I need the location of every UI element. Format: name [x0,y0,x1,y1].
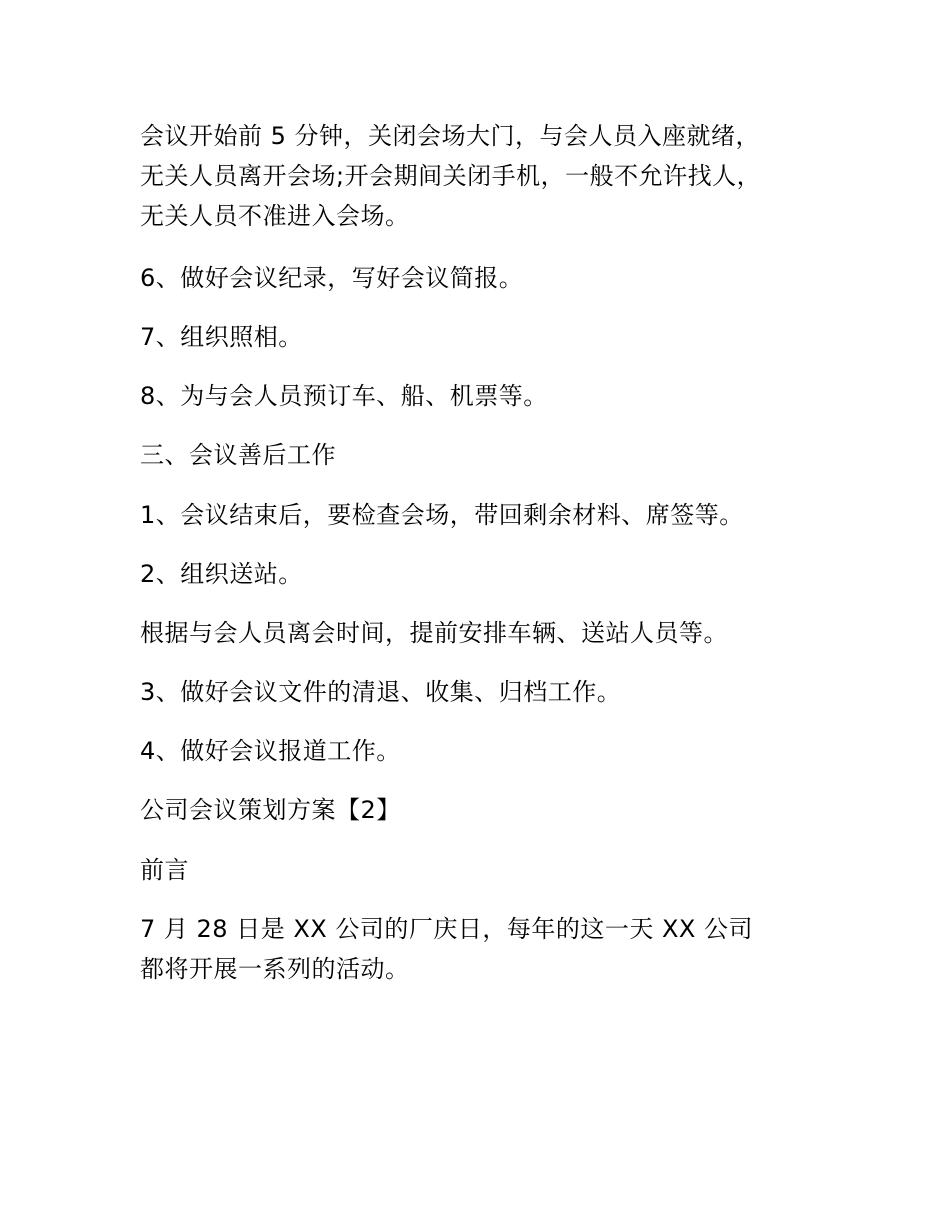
text-line: 2、组织送站。 [140,560,303,588]
text-line: 7 月 28 日是 XX 公司的厂庆日，每年的这一天 XX 公司 [140,915,753,943]
paragraph-aftercare-4 [140,731,830,771]
section-heading-aftercare [140,435,830,475]
text-line: 无关人员离开会场;开会期间关闭手机，一般不允许找人， [140,162,762,190]
text-line: 三、会议善后工作 [140,441,336,469]
text-line: 根据与会人员离会时间，提前安排车辆、送站人员等。 [140,619,728,647]
paragraph-station-arrangement [140,613,830,653]
text-line: 1、会议结束后，要检查会场，带回剩余材料、席签等。 [140,501,744,529]
preface-paragraph [140,909,830,989]
text-line: 8、为与会人员预订车、船、机票等。 [140,382,548,410]
paragraph-item-6 [140,258,830,298]
document-subtitle [140,790,830,830]
text-line: 6、做好会议纪录，写好会议简报。 [140,264,524,292]
text-line: 4、做好会议报道工作。 [140,737,401,765]
text-line: 无关人员不准进入会场。 [140,202,410,230]
preface-heading [140,850,830,890]
text-line: 7、组织照相。 [140,323,303,351]
text-line: 前言 [140,856,189,884]
text-line: 都将开展一系列的活动。 [140,955,410,983]
text-line: 公司会议策划方案【2】 [140,796,401,824]
paragraph-meeting-start [140,116,830,236]
text-line: 会议开始前 5 分钟，关闭会场大门，与会人员入座就绪， [140,122,761,150]
paragraph-aftercare-1 [140,495,830,535]
text-line: 3、做好会议文件的清退、收集、归档工作。 [140,678,622,706]
paragraph-aftercare-2 [140,554,830,594]
paragraph-item-7 [140,317,830,357]
paragraph-aftercare-3 [140,672,830,712]
paragraph-item-8 [140,376,830,416]
